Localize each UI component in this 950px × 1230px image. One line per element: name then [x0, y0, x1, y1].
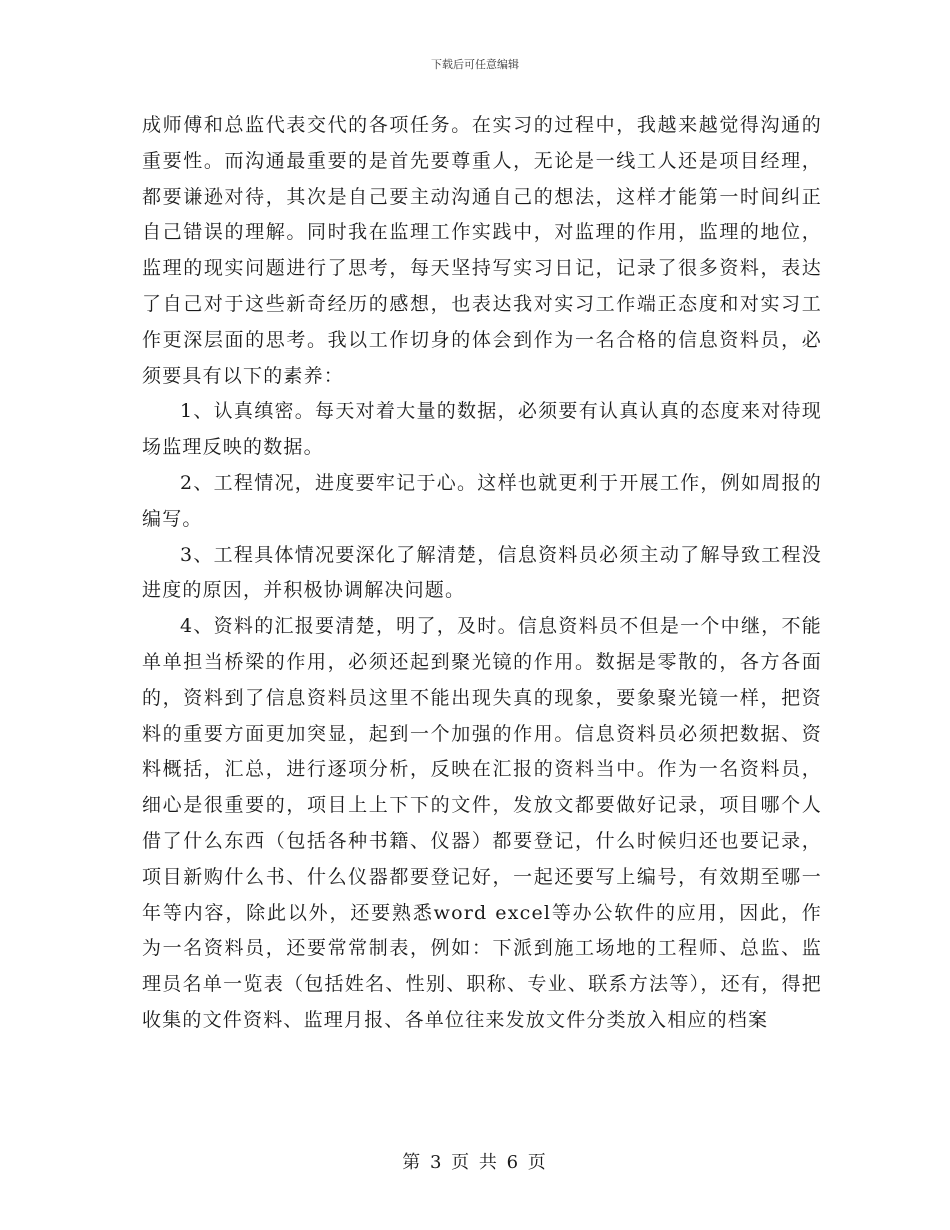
page-header: 下载后可任意编辑 — [431, 58, 519, 71]
paragraph-item-4: 4、资料的汇报要清楚，明了，及时。信息资料员不但是一个中继，不能单单担当桥梁的作用，必须还起到聚光镜的作用。数据是零散的，各方各面的，资料到了信息资料员这里不能出现失真的现象，要象聚光镜一样，把资料的重要方面更加突显，起到一个加强的作用。信息资料员必须把数据、资料概括，汇总，进行逐项分析，反映在汇报的资料当中。作为一名资料员，细心是很重要的，项目上上下下的文件，发放文都要做好记录，项目哪个人借了什么东西（包括各种书籍、仪器）都要登记，什么时候归还也要记录，项目新购什么书、什么仪器都要登记好，一起还要写上编号，有效期至哪一年等内容，除此以外，还要熟悉word excel等办公软件的应用，因此，作为一名资料员，还要常常制表，例如：下派到施工场地的工程师、总监、监理员名单一览表（包括姓名、性别、职称、专业、联系方法等），还有，得把收集的文件资料、监理月报、各单位往来发放文件分类放入相应的档案 — [142, 615, 822, 1031]
page-number-footer: 第 3 页 共 6 页 — [402, 1152, 548, 1173]
document-body — [142, 108, 822, 1039]
paragraph-item-2: 2、工程情况，进度要牢记于心。这样也就更利于开展工作，例如周报的编写。 — [142, 471, 822, 530]
paragraph-item-1: 1、认真缜密。每天对着大量的数据，必须要有认真认真的态度来对待现场监理反映的数据。 — [142, 400, 822, 459]
paragraph-item-3: 3、工程具体情况要深化了解清楚，信息资料员必须主动了解导致工程没进度的原因，并积极协调解决问题。 — [142, 543, 822, 602]
paragraph-continuation: 成师傅和总监代表交代的各项任务。在实习的过程中，我越来越觉得沟通的重要性。而沟通最重要的是首先要尊重人，无论是一线工人还是项目经理，都要谦逊对待，其次是自己要主动沟通自己的想法，这样才能第一时间纠正自己错误的理解。同时我在监理工作实践中，对监理的作用，监理的地位，监理的现实问题进行了思考，每天坚持写实习日记，记录了很多资料，表达了自己对于这些新奇经历的感想，也表达我对实习工作端正态度和对实习工作更深层面的思考。我以工作切身的体会到作为一名合格的信息资料员，必须要具有以下的素养： — [142, 114, 822, 387]
